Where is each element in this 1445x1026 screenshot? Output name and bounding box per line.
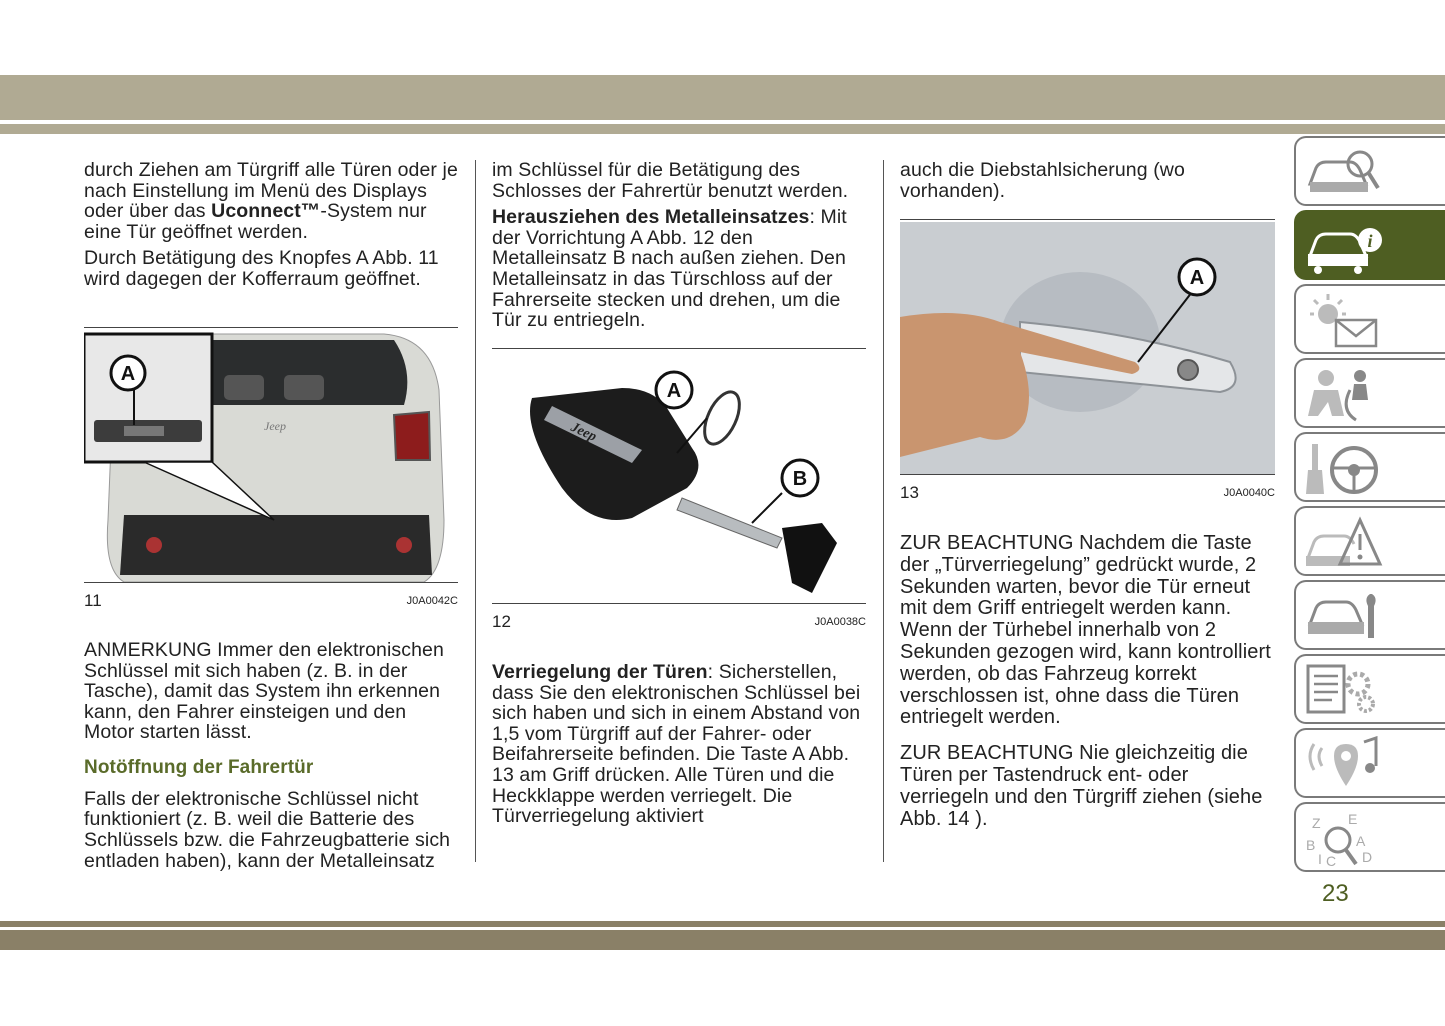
column-divider xyxy=(883,160,884,862)
figure-number: 13 xyxy=(900,483,919,502)
column-3-lower xyxy=(900,533,1275,836)
figure-code: J0A0042C xyxy=(406,595,458,607)
paragraph: im Schlüssel für die Betätigung des Schlosses der Fahrertür benutzt werden. xyxy=(492,159,849,202)
header-band xyxy=(0,75,1445,120)
car-service-icon xyxy=(1304,588,1384,644)
tab-starting-driving[interactable] xyxy=(1294,432,1445,502)
paragraph: durch Ziehen am Türgriff alle Türen oder je nach Einstellung im Menü des Displays oder über das Uconnect™-System nur eine Tür geöffnet werden. xyxy=(84,159,458,243)
svg-text:B: B xyxy=(792,468,808,490)
note: ZUR BEACHTUNG Nie gleichzeitig die Türen per Tastendruck ent- oder verriegeln und den Türgriff ziehen (siehe Abb. 14 ). xyxy=(900,742,1263,830)
svg-text:A: A xyxy=(666,380,682,402)
figure-number: 11 xyxy=(84,591,102,610)
tab-multimedia[interactable] xyxy=(1294,728,1445,798)
bold-term: Verriegelung der Türen xyxy=(492,661,708,683)
svg-text:Jeep: Jeep xyxy=(264,419,286,433)
index-icon xyxy=(1304,810,1384,866)
svg-text:C: C xyxy=(1326,853,1337,866)
svg-text:A: A xyxy=(1189,267,1205,289)
car-info-icon xyxy=(1304,218,1384,274)
note: ZUR BEACHTUNG Nachdem die Taste der „Türverriegelung” gedrückt wurde, 2 Sekunden warten, bevor die Tür erneut mit dem Griff entriegelt werden kann. Wenn der Türhebel innerhalb von 2 Sekunden gezogen wird, kann kontrolliert werden, ob das Fahrzeug korrekt verschlossen ist, ohne dass die Türen entriegelt werden. xyxy=(900,532,1271,729)
paragraph: auch die Diebstahlsicherung (wo vorhanden). xyxy=(900,159,1185,202)
tab-emergency[interactable] xyxy=(1294,506,1445,576)
warning-lights-icon xyxy=(1304,292,1384,348)
multimedia-icon xyxy=(1304,736,1384,792)
tab-index[interactable] xyxy=(1294,802,1445,872)
svg-text:A: A xyxy=(1356,833,1366,849)
callout-a xyxy=(652,368,698,414)
svg-text:Z: Z xyxy=(1312,815,1321,831)
column-divider xyxy=(475,160,476,862)
svg-text:D: D xyxy=(1362,849,1373,865)
tab-servicing[interactable] xyxy=(1294,580,1445,650)
figure-code: J0A0038C xyxy=(814,616,866,628)
column-2 xyxy=(492,160,867,337)
page-number: 23 xyxy=(1322,880,1349,907)
bold-term: Herausziehen des Metalleinsatzes xyxy=(492,206,810,229)
figure-number: 12 xyxy=(492,612,511,631)
svg-text:Jeep: Jeep xyxy=(568,420,599,445)
figure-code: J0A0040C xyxy=(1223,487,1275,499)
header-band-stripe xyxy=(0,124,1445,134)
tab-car-info[interactable] xyxy=(1294,210,1445,280)
paragraph: Verriegelung der Türen: Sicherstellen, dass Sie den elektronischen Schlüssel bei sich haben und sich in einem Abstand von 1,5 vom Türgriff auf der Fahrer- oder Beifahrerseite befinden. Die Taste A Abb. 13 am Griff drücken. Alle Türen und die Heckklappe werden verriegelt. Die Türverriegelung aktiviert xyxy=(492,661,861,828)
svg-text:A: A xyxy=(120,363,136,385)
tab-safety[interactable] xyxy=(1294,358,1445,428)
figure-12 xyxy=(492,348,866,638)
steering-wheel-icon xyxy=(1304,440,1384,496)
column-1 xyxy=(84,160,459,296)
figure-13 xyxy=(900,219,1275,509)
car-search-icon xyxy=(1304,144,1384,200)
tab-car-search[interactable] xyxy=(1294,136,1445,206)
svg-text:I: I xyxy=(1318,851,1322,866)
callout-b xyxy=(778,456,824,502)
column-1-lower xyxy=(84,640,459,877)
column-3 xyxy=(900,160,1275,207)
safety-airbag-icon xyxy=(1304,366,1384,422)
svg-text:i: i xyxy=(1367,231,1373,251)
uconnect-term: Uconnect™ xyxy=(211,200,321,223)
technical-data-icon xyxy=(1304,662,1384,718)
tab-warning-lights[interactable] xyxy=(1294,284,1445,354)
paragraph: Herausziehen des Metalleinsatzes: Mit der Vorrichtung A Abb. 12 den Metalleinsatz B nach außen ziehen. Den Metalleinsatz in das Türschloss auf der Fahrerseite stecken und drehen, um die Tür zu entriegeln. xyxy=(492,206,847,332)
tab-technical-data[interactable] xyxy=(1294,654,1445,724)
note: ANMERKUNG Immer den elektronischen Schlüssel mit sich haben (z. B. in der Tasche), damit das System ihn erkennen kann, den Fahrer einsteigen und den Motor starten lässt. xyxy=(84,639,444,744)
emergency-icon xyxy=(1304,514,1384,570)
paragraph: Durch Betätigung des Knopfes A Abb. 11 wird dagegen der Kofferraum geöffnet. xyxy=(84,247,439,290)
footer-band-stripe xyxy=(0,921,1445,927)
paragraph: Falls der elektronische Schlüssel nicht funktioniert (z. B. weil die Batterie des Schlüssels bzw. die Fahrzeugbatterie sich entladen haben), kann der Metalleinsatz xyxy=(84,787,451,872)
svg-text:E: E xyxy=(1348,811,1358,827)
section-heading: Notöffnung der Fahrertür xyxy=(84,756,314,778)
figure-11 xyxy=(84,327,458,617)
callout-a xyxy=(1175,255,1223,303)
footer-band xyxy=(0,930,1445,950)
column-2-lower xyxy=(492,662,867,833)
svg-text:B: B xyxy=(1306,837,1316,853)
callout-a xyxy=(108,353,154,399)
